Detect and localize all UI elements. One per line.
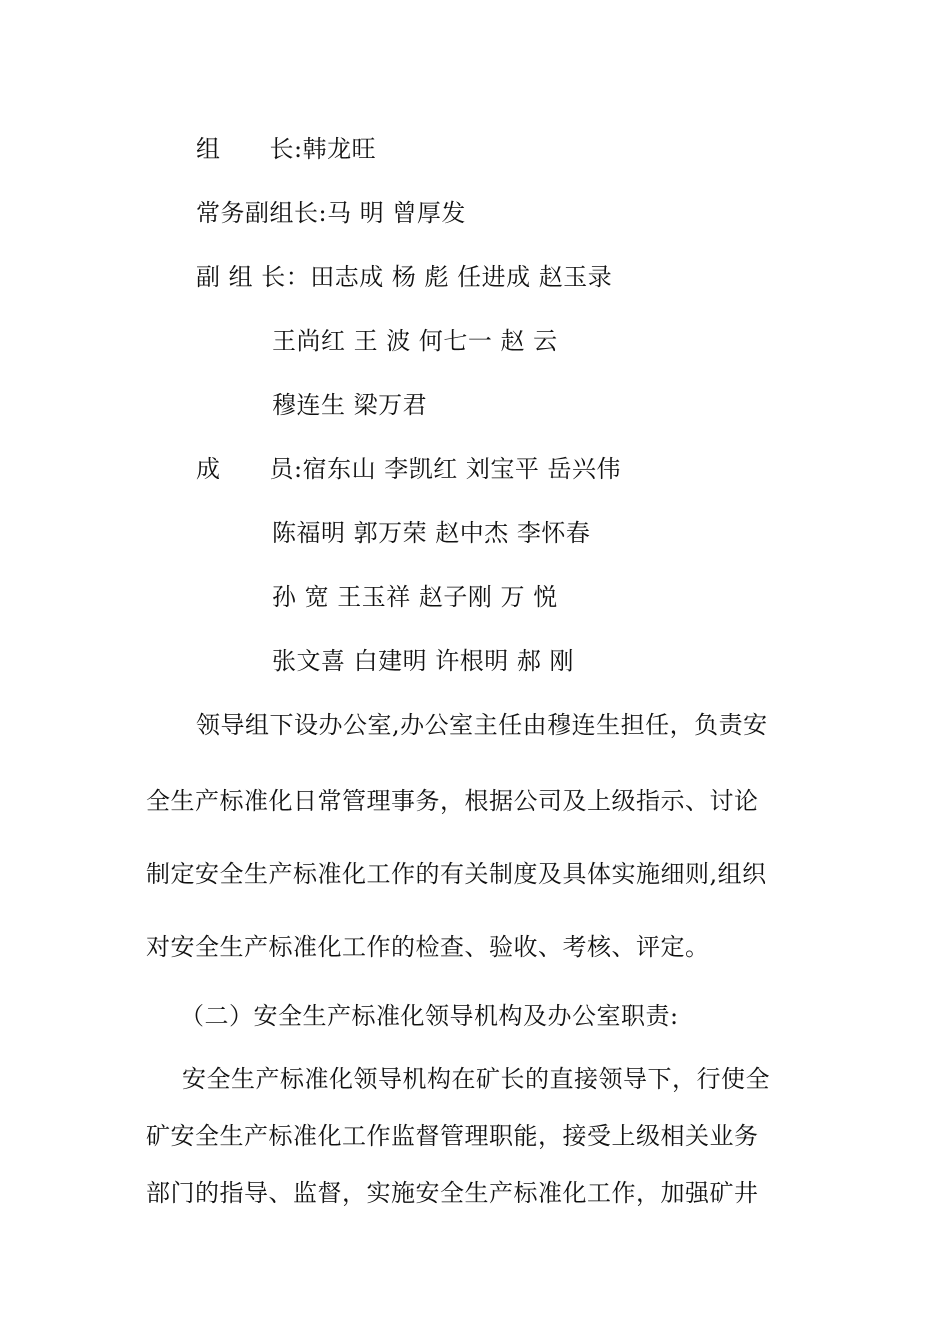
members-line-4: 张文喜 白建明 许根明 郝 刚 xyxy=(272,647,575,675)
deputy-line-2: 王尚红 王 波 何七一 赵 云 xyxy=(272,327,558,355)
executive-deputy-line: 常务副组长:马 明 曾厚发 xyxy=(196,199,466,227)
members-line-1: 成 员:宿东山 李凯红 刘宝平 岳兴伟 xyxy=(196,455,621,483)
section-heading: （二）安全生产标准化领导机构及办公室职责: xyxy=(180,1002,679,1030)
members-line-3: 孙 宽 王玉祥 赵子刚 万 悦 xyxy=(272,583,558,611)
duties-paragraph-line-1: 安全生产标准化领导机构在矿长的直接领导下，行使全 xyxy=(182,1065,770,1093)
office-paragraph-line-4: 对安全生产标准化工作的检查、验收、考核、评定。 xyxy=(146,933,710,961)
office-paragraph-line-2: 全生产标准化日常管理事务，根据公司及上级指示、讨论 xyxy=(146,787,759,815)
duties-paragraph-line-3: 部门的指导、监督，实施安全生产标准化工作，加强矿井 xyxy=(146,1179,759,1207)
leader-line: 组 长:韩龙旺 xyxy=(196,135,377,163)
members-line-2: 陈福明 郭万荣 赵中杰 李怀春 xyxy=(272,519,591,547)
office-paragraph-line-1: 领导组下设办公室,办公室主任由穆连生担任，负责安 xyxy=(196,711,768,739)
deputy-line-3: 穆连生 梁万君 xyxy=(272,391,428,419)
deputy-line-1: 副 组 长：田志成 杨 彪 任进成 赵玉录 xyxy=(196,263,613,291)
duties-paragraph-line-2: 矿安全生产标准化工作监督管理职能，接受上级相关业务 xyxy=(146,1122,759,1150)
office-paragraph-line-3: 制定安全生产标准化工作的有关制度及具体实施细则,组织 xyxy=(146,860,767,888)
